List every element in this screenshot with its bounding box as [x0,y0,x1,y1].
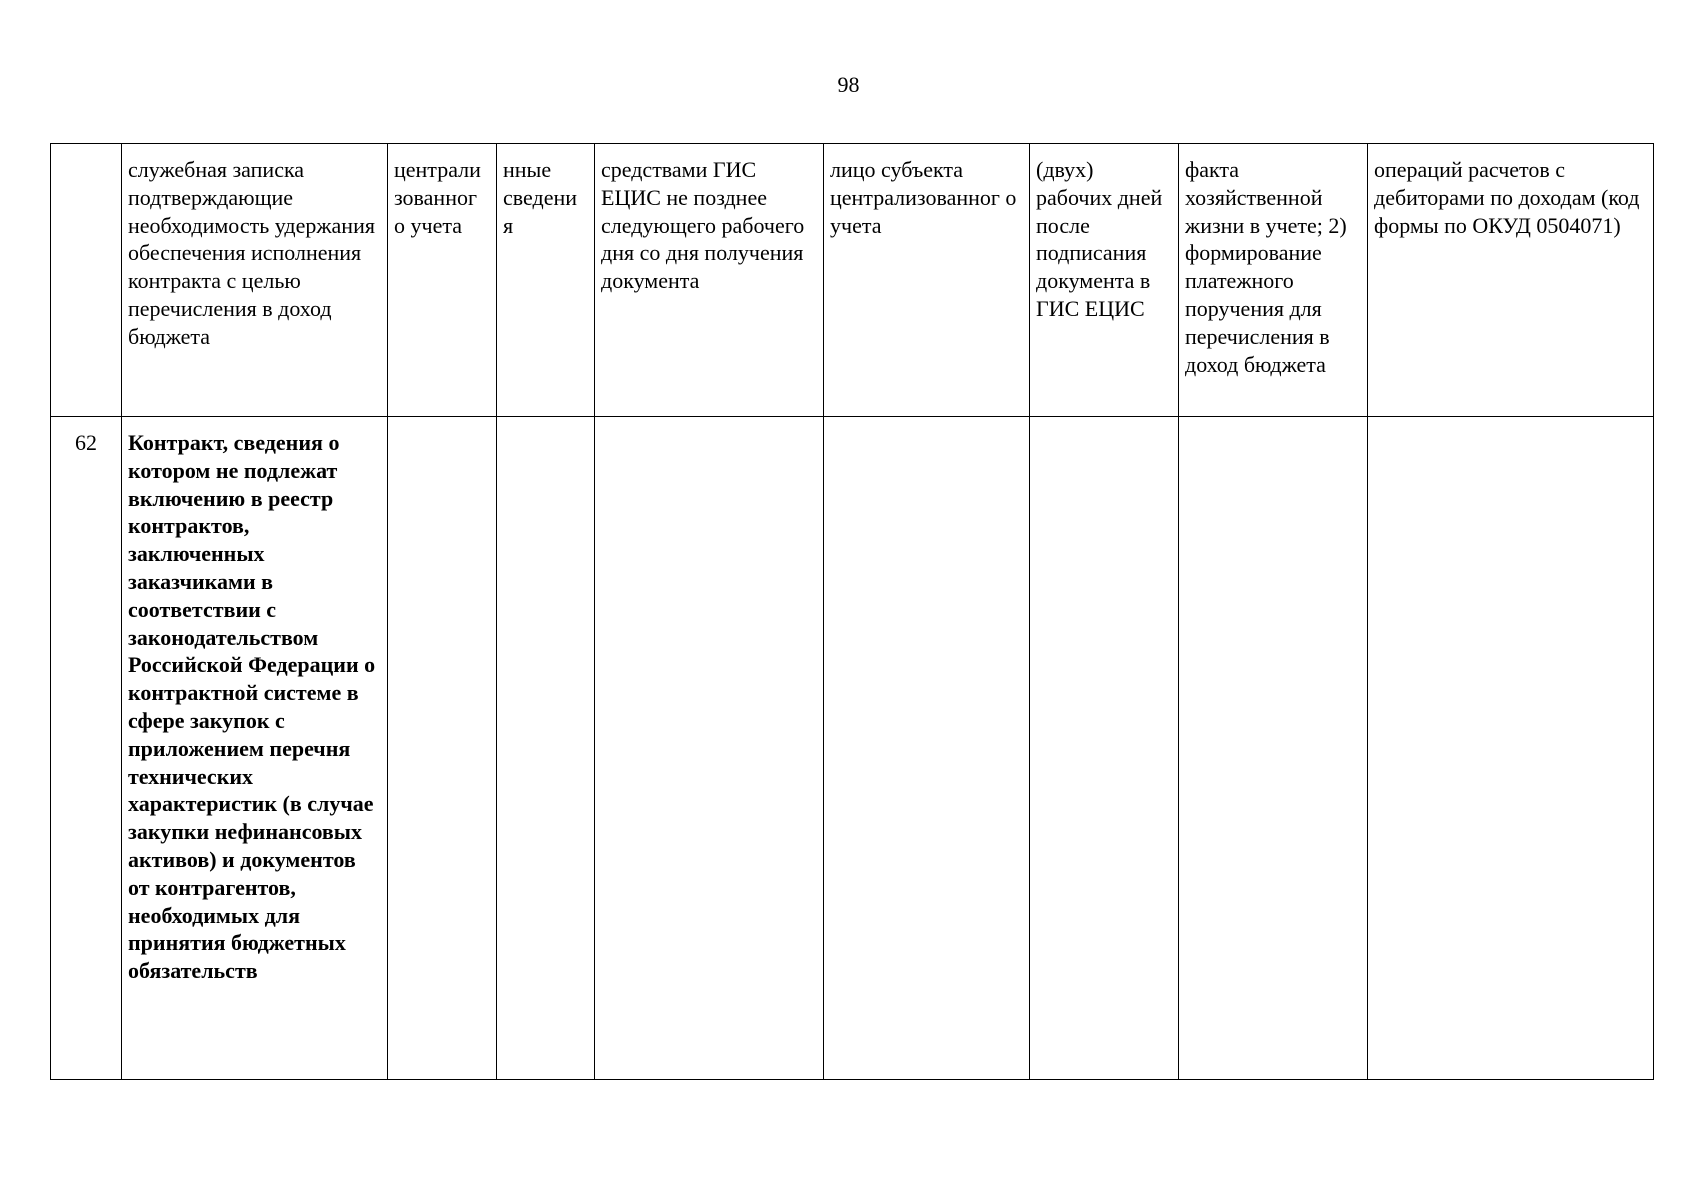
table-cell: факта хозяйственной жизни в учете; 2) формирование платежного поручения для перечисления в доход бюджета [1179,144,1368,417]
table-cell: нные сведени я [497,144,595,417]
table-cell [388,417,497,1080]
page-number: 98 [837,72,860,97]
table-cell [1179,417,1368,1080]
table-cell: централи зованног о учета [388,144,497,417]
document-name-cell: Контракт, сведения о котором не подлежат включению в реестр контрактов, заключенных заказчиками в соответствии с законодательством Российской Федерации о контрактной системе в сфере закупок с приложением перечня технических характеристик (в случае закупки нефинансовых активов) и документов от контрагентов, необходимых для принятия бюджетных обязательств [122,417,388,1080]
table-cell [824,417,1030,1080]
table-cell: лицо субъекта централизованног о учета [824,144,1030,417]
row-number-cell [51,144,122,417]
table-cell: операций расчетов с дебиторами по доходам (код формы по ОКУД 0504071) [1368,144,1654,417]
table-cell [1030,417,1179,1080]
table-cell: средствами ГИС ЕЦИС не позднее следующего рабочего дня со дня получения документа [595,144,824,417]
table-cell [1368,417,1654,1080]
document-table [50,143,1654,1080]
table-cell: (двух) рабочих дней после подписания документа в ГИС ЕЦИС [1030,144,1179,417]
table-cell [595,417,824,1080]
table-row [51,417,1654,1080]
table-row [51,144,1654,417]
document-name-cell: служебная записка подтверждающие необходимость удержания обеспечения исполнения контракта с целью перечисления в доход бюджета [122,144,388,417]
table-cell [497,417,595,1080]
row-number-cell: 62 [51,417,122,1080]
